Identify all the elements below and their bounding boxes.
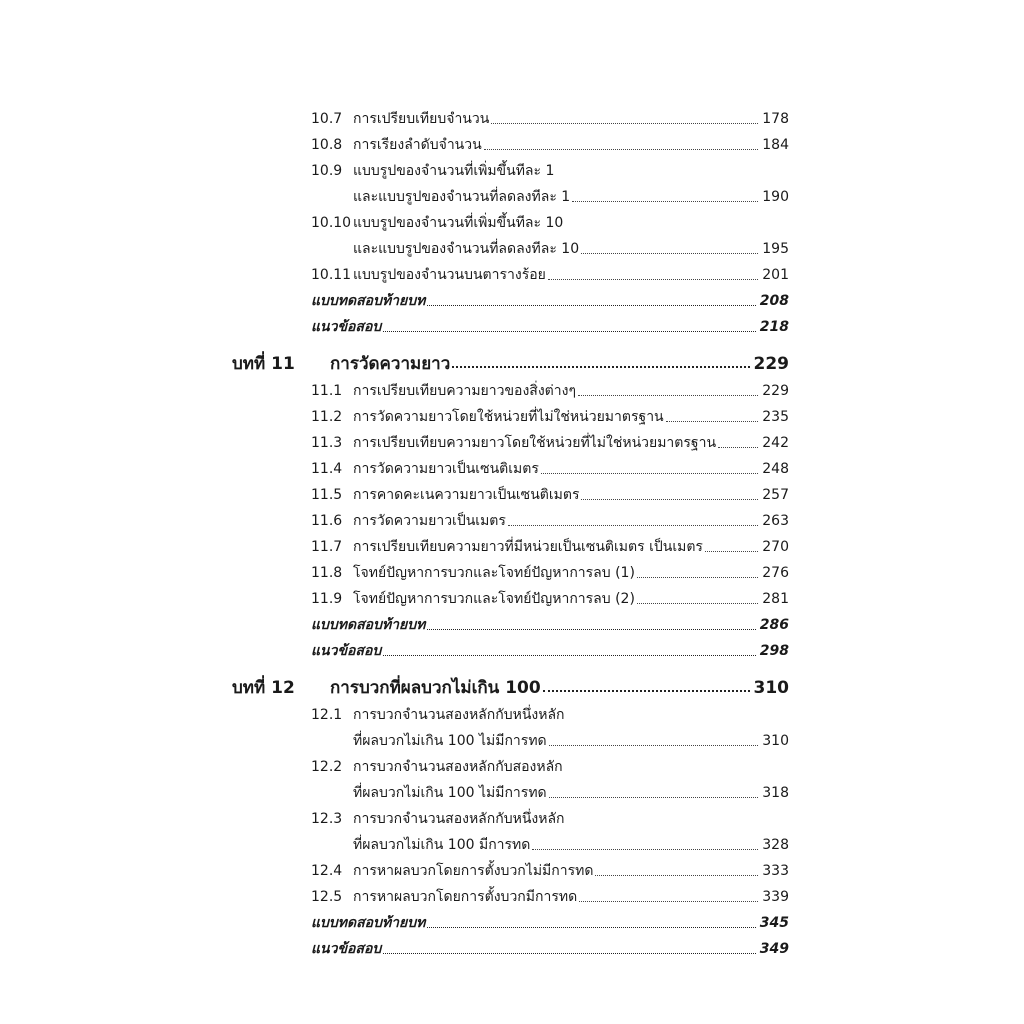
section-title-line2: และแบบรูปของจำนวนที่ลดลงทีละ 10 <box>353 241 580 257</box>
test-title: แบบทดสอบท้ายบท <box>311 293 426 309</box>
dot-leader <box>508 525 758 526</box>
chapter-heading <box>232 670 789 700</box>
toc-entry-continuation <box>353 184 789 208</box>
page-number: 184 <box>762 137 789 153</box>
section-number: 10.10 <box>311 215 352 231</box>
toc-entry <box>311 378 789 402</box>
section-title: โจทย์ปัญหาการบวกและโจทย์ปัญหาการลบ (2) <box>353 591 635 607</box>
dot-leader <box>666 421 759 422</box>
section-title: แบบรูปของจำนวนบนตารางร้อย <box>353 267 546 283</box>
page-number: 298 <box>759 643 789 659</box>
toc-entry <box>311 482 789 506</box>
section-title: การคาดคะเนความยาวเป็นเซนติเมตร <box>353 487 580 503</box>
page-number: 270 <box>762 539 789 555</box>
dot-leader <box>578 395 758 396</box>
toc-entry <box>311 754 789 778</box>
section-title: การเปรียบเทียบจำนวน <box>353 111 490 127</box>
toc-entry-exam <box>311 936 789 960</box>
section-title: การวัดความยาวโดยใช้หน่วยที่ไม่ใช่หน่วยมาตรฐาน <box>353 409 664 425</box>
section-title: การเปรียบเทียบความยาวของสิ่งต่างๆ <box>353 383 576 399</box>
section-number: 12.4 <box>311 863 343 879</box>
toc-entry-test <box>311 288 789 312</box>
section-title: การบวกจำนวนสองหลักกับหนึ่งหลัก <box>353 811 565 827</box>
section-number: 11.5 <box>311 487 343 503</box>
toc-entry <box>311 508 789 532</box>
section-title: การบวกจำนวนสองหลักกับหนึ่งหลัก <box>353 707 565 723</box>
toc-entry-test <box>311 612 789 636</box>
toc-entry-continuation <box>353 832 789 856</box>
dot-leader <box>549 745 759 746</box>
section-title: การเปรียบเทียบความยาวที่มีหน่วยเป็นเซนติเมตร เป็นเมตร <box>353 539 703 555</box>
dot-leader <box>637 577 758 578</box>
dot-leader <box>383 331 755 332</box>
dot-leader <box>491 123 758 124</box>
section-title: การวัดความยาวเป็นเมตร <box>353 513 506 529</box>
test-title: แบบทดสอบท้ายบท <box>311 617 426 633</box>
dot-leader <box>548 279 758 280</box>
page-number: 242 <box>762 435 789 451</box>
page-number: 310 <box>762 733 789 749</box>
chapter-label: บทที่ 11 <box>232 354 295 374</box>
toc-entry-exam <box>311 314 789 338</box>
dot-leader <box>541 473 758 474</box>
page-number: 281 <box>762 591 789 607</box>
page-number: 276 <box>762 565 789 581</box>
toc-entry-continuation <box>353 236 789 260</box>
page-number: 190 <box>762 189 789 205</box>
section-number: 12.2 <box>311 759 343 775</box>
dot-leader <box>637 603 758 604</box>
section-number: 10.9 <box>311 163 343 179</box>
section-title-line2: ที่ผลบวกไม่เกิน 100 มีการทด <box>353 837 531 853</box>
dot-leader <box>705 551 758 552</box>
dot-leader <box>549 797 759 798</box>
toc-entry <box>311 404 789 428</box>
section-title: แบบรูปของจำนวนที่เพิ่มขึ้นทีละ 1 <box>353 163 555 179</box>
page-number: 286 <box>759 617 789 633</box>
page-number: 229 <box>762 383 789 399</box>
test-title: แบบทดสอบท้ายบท <box>311 915 426 931</box>
page-number: 310 <box>753 678 789 698</box>
toc-entry <box>311 158 789 182</box>
dot-leader <box>581 253 758 254</box>
page-number: 318 <box>762 785 789 801</box>
toc-entry <box>311 858 789 882</box>
section-number: 11.6 <box>311 513 343 529</box>
dot-leader <box>427 305 755 306</box>
chapter-title: การวัดความยาว <box>330 354 451 374</box>
toc-entry-continuation <box>353 728 789 752</box>
toc-entry-continuation <box>353 780 789 804</box>
exam-title: แนวข้อสอบ <box>311 941 382 957</box>
section-number: 11.8 <box>311 565 343 581</box>
page-number: 333 <box>762 863 789 879</box>
page-number: 235 <box>762 409 789 425</box>
section-number: 11.2 <box>311 409 343 425</box>
section-number: 11.9 <box>311 591 343 607</box>
section-title-line2: ที่ผลบวกไม่เกิน 100 ไม่มีการทด <box>353 733 547 749</box>
dot-leader <box>383 953 755 954</box>
section-number: 12.3 <box>311 811 343 827</box>
dot-leader <box>383 655 755 656</box>
toc-entry <box>311 806 789 830</box>
toc-entry <box>311 560 789 584</box>
section-number: 12.5 <box>311 889 343 905</box>
page-number: 178 <box>762 111 789 127</box>
toc-entry <box>311 456 789 480</box>
section-title: แบบรูปของจำนวนที่เพิ่มขึ้นทีละ 10 <box>353 215 564 231</box>
page-number: 349 <box>759 941 789 957</box>
section-title-line2: ที่ผลบวกไม่เกิน 100 ไม่มีการทด <box>353 785 547 801</box>
toc-entry <box>311 884 789 908</box>
section-title: การบวกจำนวนสองหลักกับสองหลัก <box>353 759 563 775</box>
section-title: การหาผลบวกโดยการตั้งบวกไม่มีการทด <box>353 863 594 879</box>
page-number: 201 <box>762 267 789 283</box>
toc-entry <box>311 210 789 234</box>
toc-entry <box>311 534 789 558</box>
dot-leader <box>452 366 749 368</box>
section-title: โจทย์ปัญหาการบวกและโจทย์ปัญหาการลบ (1) <box>353 565 635 581</box>
toc-entry <box>311 132 789 156</box>
section-number: 10.8 <box>311 137 343 153</box>
toc-entry <box>311 262 789 286</box>
section-title-line2: และแบบรูปของจำนวนที่ลดลงทีละ 1 <box>353 189 571 205</box>
section-number: 11.1 <box>311 383 343 399</box>
page-number: 218 <box>759 319 789 335</box>
dot-leader <box>427 629 755 630</box>
dot-leader <box>427 927 755 928</box>
section-number: 10.11 <box>311 267 352 283</box>
exam-title: แนวข้อสอบ <box>311 319 382 335</box>
page-number: 328 <box>762 837 789 853</box>
page-number: 208 <box>759 293 789 309</box>
dot-leader <box>532 849 758 850</box>
dot-leader <box>595 875 758 876</box>
page-number: 339 <box>762 889 789 905</box>
section-title: การหาผลบวกโดยการตั้งบวกมีการทด <box>353 889 578 905</box>
page-number: 248 <box>762 461 789 477</box>
section-number: 12.1 <box>311 707 343 723</box>
toc-entry-exam <box>311 638 789 662</box>
page-number: 263 <box>762 513 789 529</box>
section-number: 11.3 <box>311 435 343 451</box>
chapter-title: การบวกที่ผลบวกไม่เกิน 100 <box>330 678 541 698</box>
page-number: 195 <box>762 241 789 257</box>
toc-entry <box>311 586 789 610</box>
toc-entry-test <box>311 910 789 934</box>
section-number: 11.7 <box>311 539 343 555</box>
chapter-label: บทที่ 12 <box>232 678 295 698</box>
dot-leader <box>579 901 758 902</box>
section-title: การเปรียบเทียบความยาวโดยใช้หน่วยที่ไม่ใช่หน่วยมาตรฐาน <box>353 435 717 451</box>
dot-leader <box>572 201 758 202</box>
dot-leader <box>543 690 750 692</box>
toc-entry <box>311 702 789 726</box>
section-number: 11.4 <box>311 461 343 477</box>
section-title: การวัดความยาวเป็นเซนติเมตร <box>353 461 539 477</box>
page-number: 345 <box>759 915 789 931</box>
section-title: การเรียงลำดับจำนวน <box>353 137 482 153</box>
dot-leader <box>581 499 758 500</box>
chapter-heading <box>232 346 789 376</box>
page-number: 257 <box>762 487 789 503</box>
toc-entry <box>311 106 789 130</box>
dot-leader <box>718 447 758 448</box>
section-number: 10.7 <box>311 111 343 127</box>
page-number: 229 <box>753 354 789 374</box>
dot-leader <box>484 149 759 150</box>
toc-entry <box>311 430 789 454</box>
exam-title: แนวข้อสอบ <box>311 643 382 659</box>
